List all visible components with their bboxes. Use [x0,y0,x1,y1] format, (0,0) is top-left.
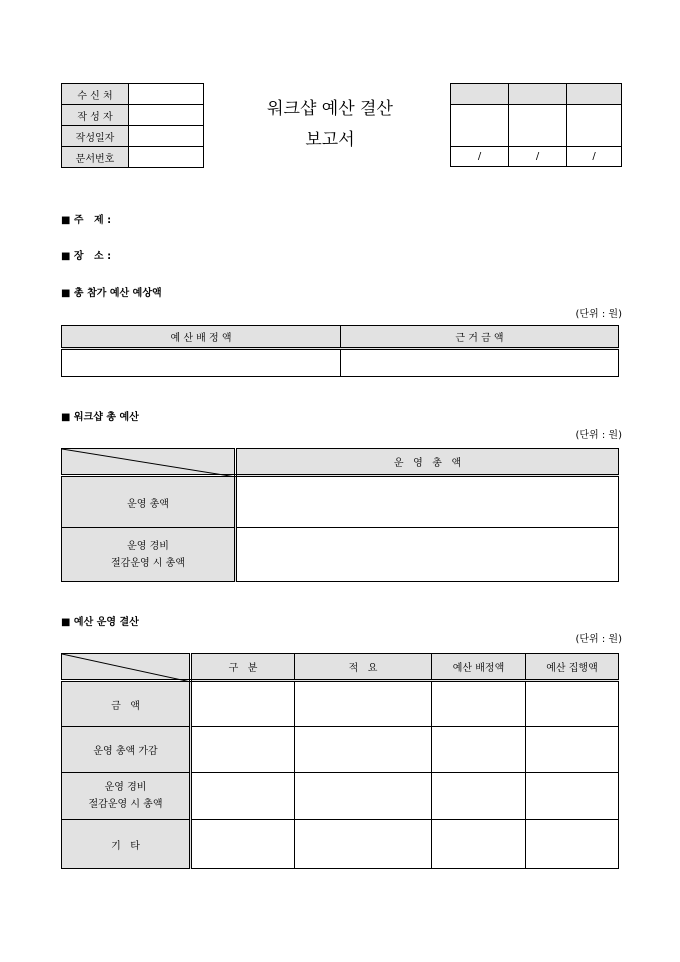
section3-col-summary: 적 요 [295,654,432,681]
approval-head-2 [509,84,567,105]
approval-date-1[interactable]: / [451,147,509,167]
cell[interactable] [432,773,526,820]
approval-date-3[interactable]: / [567,147,622,167]
section2-row-savings-line2: 절감운영 시 총액 [111,557,185,569]
section3-table [61,653,619,869]
title-line-1: 워크샵 예산 결산 [267,99,393,119]
section1-col-allocated: 예 산 배 정 액 [62,326,341,349]
cell[interactable] [191,820,295,869]
cell[interactable] [295,681,432,727]
approval-head-1 [451,84,509,105]
section3-col-category: 구 분 [191,654,295,681]
section3-unit: (단위 : 원) [575,634,622,645]
section1-table [61,325,619,377]
section2-total-value[interactable] [236,476,619,528]
section2-row-savings [62,528,236,582]
section2-row-total: 운영 총액 [62,476,236,528]
approval-table [450,83,622,167]
section1-col-basis: 근 거 금 액 [341,326,619,349]
approval-date-2[interactable]: / [509,147,567,167]
section3-col-executed: 예산 집행액 [526,654,619,681]
cell[interactable] [526,727,619,773]
approval-sign-2[interactable] [509,105,567,147]
section1-heading: ■ 총 참가 예산 예상액 [61,288,162,299]
meta-label-date: 작성일자 [62,126,129,147]
approval-head-3 [567,84,622,105]
section2-savings-value[interactable] [236,528,619,582]
meta-value-date[interactable] [129,126,204,147]
cell[interactable] [295,727,432,773]
cell[interactable] [191,681,295,727]
diagonal-line [62,449,236,477]
cell[interactable] [191,727,295,773]
section2-row-savings-line1: 운영 경비 [127,540,169,552]
place-label: ■ 장 소 : [61,251,112,262]
cell[interactable] [191,773,295,820]
section2-corner-cell [62,449,236,476]
section3-row-other: 기 타 [62,820,191,869]
cell[interactable] [295,820,432,869]
document-title [215,94,445,156]
title-line-2: 보고서 [305,130,355,150]
cell[interactable] [526,773,619,820]
section1-allocated-value[interactable] [62,349,341,377]
cell[interactable] [526,681,619,727]
section2-unit: (단위 : 원) [575,430,622,441]
meta-label-author: 작 성 자 [62,105,129,126]
section3-row-savings-line2: 절감운영 시 총액 [88,799,163,810]
section2-col-total: 운 영 총 액 [236,449,619,476]
section1-unit: (단위 : 원) [575,309,622,320]
section3-row-total-adjust: 운영 총액 가감 [62,727,191,773]
approval-sign-1[interactable] [451,105,509,147]
cell[interactable] [432,820,526,869]
section2-heading: ■ 워크샵 총 예산 [61,412,139,423]
subject-label: ■ 주 제 : [61,215,112,226]
meta-label-recipient: 수 신 처 [62,84,129,105]
cell[interactable] [432,727,526,773]
meta-value-author[interactable] [129,105,204,126]
cell[interactable] [432,681,526,727]
section3-row-savings-line1: 운영 경비 [104,782,147,793]
meta-value-recipient[interactable] [129,84,204,105]
section1-basis-value[interactable] [341,349,619,377]
section3-col-allocated: 예산 배정액 [432,654,526,681]
meta-value-docnum[interactable] [129,147,204,168]
cell[interactable] [295,773,432,820]
diagonal-line [62,654,191,682]
section2-table [61,448,619,582]
section3-heading: ■ 예산 운영 결산 [61,617,139,628]
approval-sign-3[interactable] [567,105,622,147]
section3-corner-cell [62,654,191,681]
meta-label-docnum: 문서번호 [62,147,129,168]
section3-row-amount: 금 액 [62,681,191,727]
meta-table [61,83,204,168]
section3-row-savings [62,773,191,820]
cell[interactable] [526,820,619,869]
